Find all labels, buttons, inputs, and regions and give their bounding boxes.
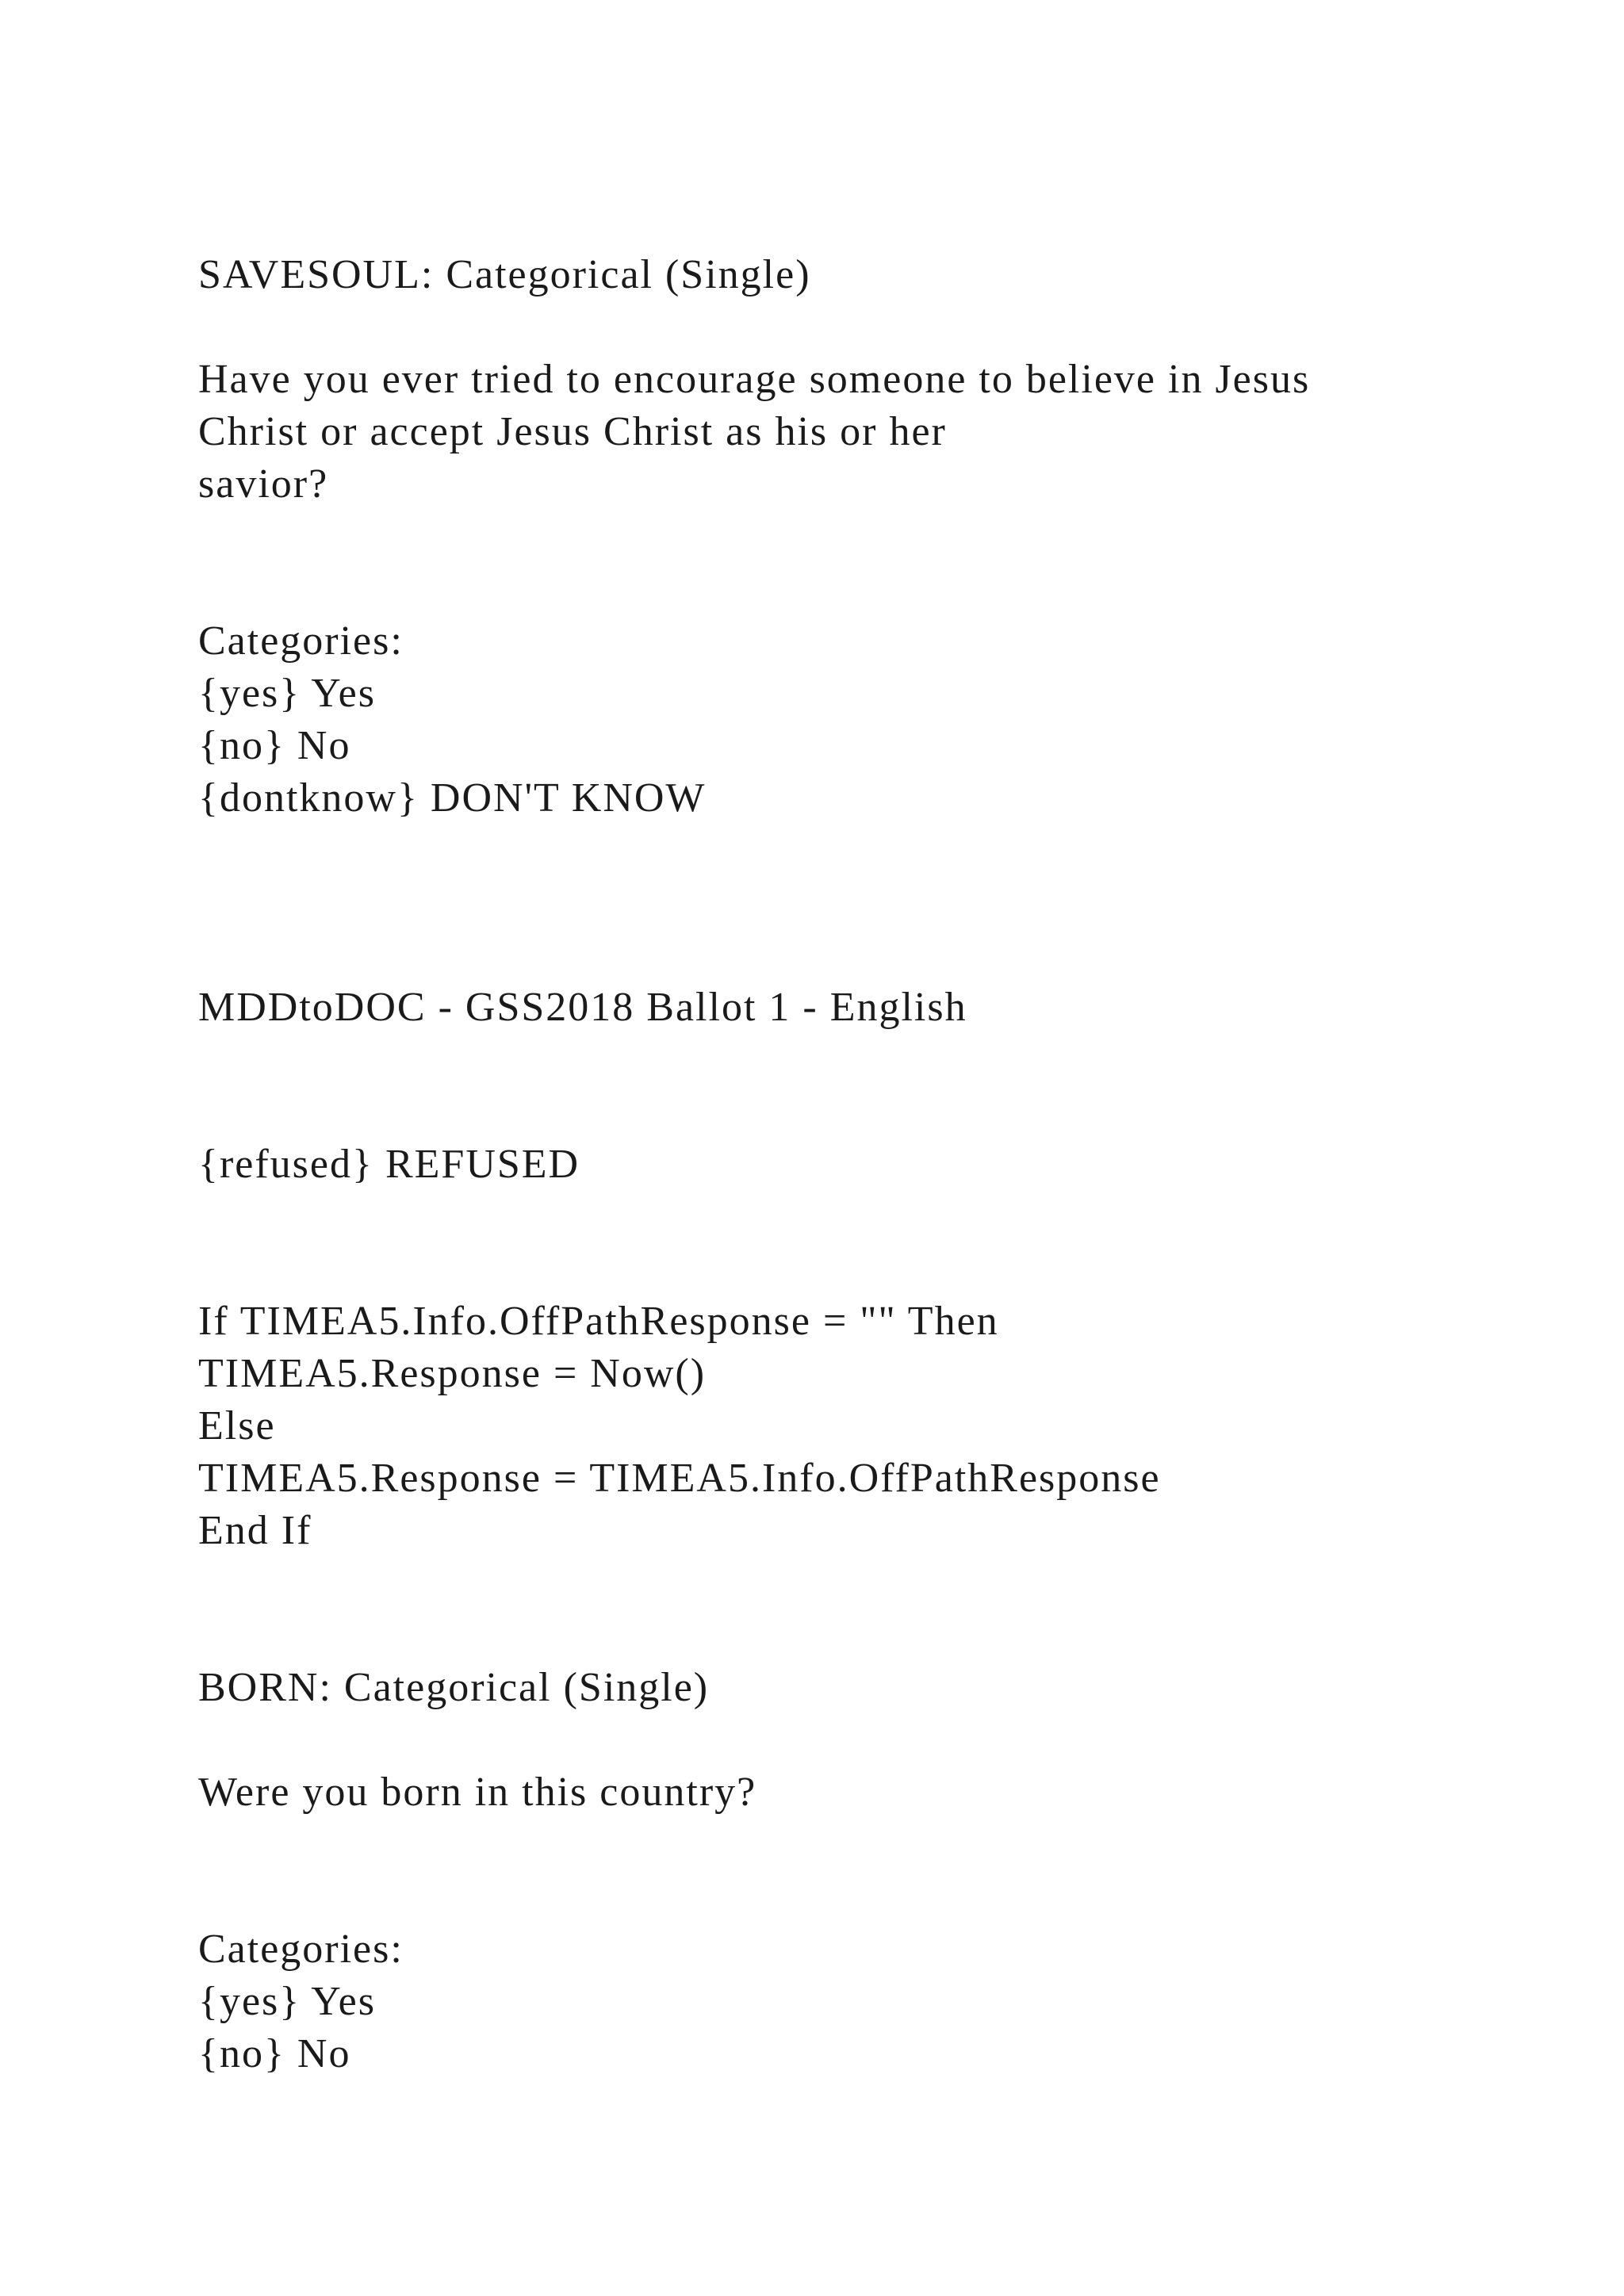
- born-categories-label: Categories:: [198, 1927, 404, 1972]
- script-line-5: End If: [198, 1508, 312, 1553]
- born-category-yes: {yes} Yes: [198, 1979, 376, 2024]
- born-question: Were you born in this country?: [198, 1770, 757, 1815]
- born-header: BORN: Categorical (Single): [198, 1665, 710, 1710]
- script-line-1: If TIMEA5.Info.OffPathResponse = "" Then: [198, 1299, 999, 1344]
- script-line-2: TIMEA5.Response = Now(): [198, 1351, 707, 1396]
- savesoul-header: SAVESOUL: Categorical (Single): [198, 252, 811, 297]
- script-line-4: TIMEA5.Response = TIMEA5.Info.OffPathResponse: [198, 1456, 1161, 1501]
- savesoul-categories-label: Categories:: [198, 618, 404, 664]
- born-category-no: {no} No: [198, 2031, 351, 2076]
- savesoul-question-line-1: Have you ever tried to encourage someone to believe in Jesus: [198, 357, 1311, 402]
- savesoul-category-yes: {yes} Yes: [198, 671, 376, 716]
- savesoul-question-line-3: savior?: [198, 461, 329, 507]
- savesoul-question-line-2: Christ or accept Jesus Christ as his or her: [198, 409, 947, 454]
- savesoul-category-dontknow: {dontknow} DON'T KNOW: [198, 775, 707, 821]
- footer-title: MDDtoDOC - GSS2018 Ballot 1 - English: [198, 985, 967, 1030]
- script-line-3: Else: [198, 1403, 276, 1448]
- savesoul-category-no: {no} No: [198, 723, 351, 768]
- savesoul-category-refused: {refused} REFUSED: [198, 1142, 580, 1187]
